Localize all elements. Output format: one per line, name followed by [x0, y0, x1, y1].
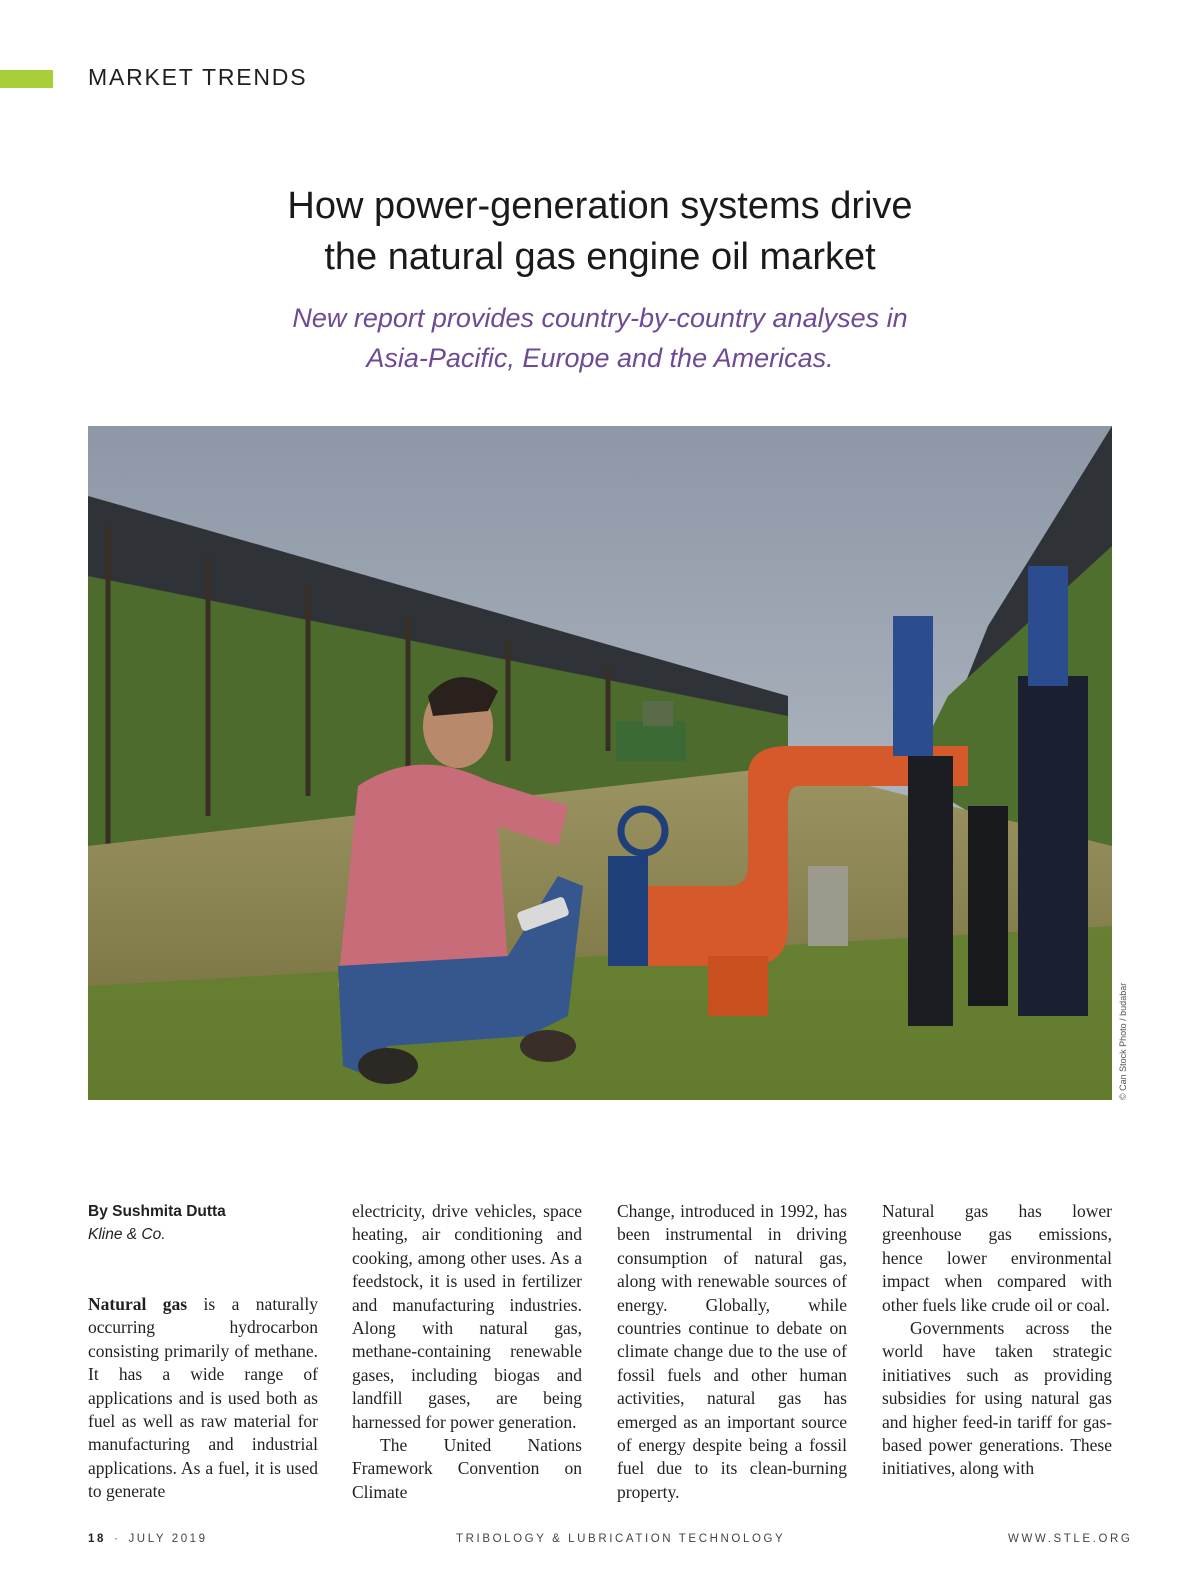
column-4-paragraph-1: Natural gas has lower greenhouse gas emissions, hence lower environmental impact when compared with other fuels like crude oil or coal.	[882, 1201, 1112, 1315]
column-3-paragraph-1: Change, introduced in 1992, has been instrumental in driving consumption of natural gas, along with renewable sources of energy. Globally, while countries continue to debate on climate change due to the use of fossil fuels and other human activities, natural gas has emerged as an important source of energy despite being a fossil fuel due to its clean-burning property.	[617, 1201, 847, 1502]
title-line-2: the natural gas engine oil market	[324, 236, 876, 278]
section-label: MARKET TRENDS	[88, 64, 308, 90]
footer-magazine: TRIBOLOGY & LUBRICATION TECHNOLOGY	[456, 1533, 786, 1545]
footer-website: WWW.STLE.ORG	[1008, 1533, 1133, 1545]
column-4	[882, 1200, 1112, 1481]
footer-separator: ·	[114, 1533, 121, 1545]
subtitle-line-2: Asia-Pacific, Europe and the Americas.	[366, 343, 834, 373]
lead-word: Natural gas	[88, 1294, 188, 1314]
column-2	[352, 1200, 582, 1504]
column-3	[617, 1200, 847, 1504]
footer-left	[88, 1533, 208, 1545]
section-accent-bar	[0, 70, 53, 88]
hero-photo	[88, 426, 1112, 1100]
column-2-paragraph-1: electricity, drive vehicles, space heating, air conditioning and cooking, among other uses. As a feedstock, it is used in fertilizer and manufacturing industries. Along with natural gas, methane-containing renewable gases, including biogas and landfill gases, are being harnessed for power generation.	[352, 1201, 582, 1432]
subtitle-line-1: New report provides country-by-country analyses in	[292, 303, 908, 333]
column-2-paragraph-2: The United Nations Framework Convention on Climate	[352, 1435, 582, 1502]
photo-credit: © Can Stock Photo / budabar	[1118, 982, 1128, 1100]
article-subtitle	[150, 298, 1050, 378]
column-1-text: is a naturally occurring hydrocarbon consisting primarily of methane. It has a wide range of applications and is used both as fuel as well as raw material for manufacturing and industrial applications. As a fuel, it is used to generate	[88, 1294, 319, 1502]
byline-name: By Sushmita Dutta	[88, 1203, 226, 1220]
column-4-paragraph-2: Governments across the world have taken strategic initiatives such as providing subsidies for using natural gas and higher feed-in tariff for gas-based power generations. These initiatives, along with	[882, 1318, 1112, 1479]
article-title	[150, 181, 1050, 283]
column-1	[88, 1200, 318, 1504]
issue-date: JULY 2019	[128, 1533, 208, 1545]
column-1-paragraph	[88, 1293, 318, 1504]
title-line-1: How power-generation systems drive	[287, 185, 913, 227]
page-number: 18	[88, 1533, 106, 1545]
byline-organization: Kline & Co.	[88, 1226, 166, 1243]
